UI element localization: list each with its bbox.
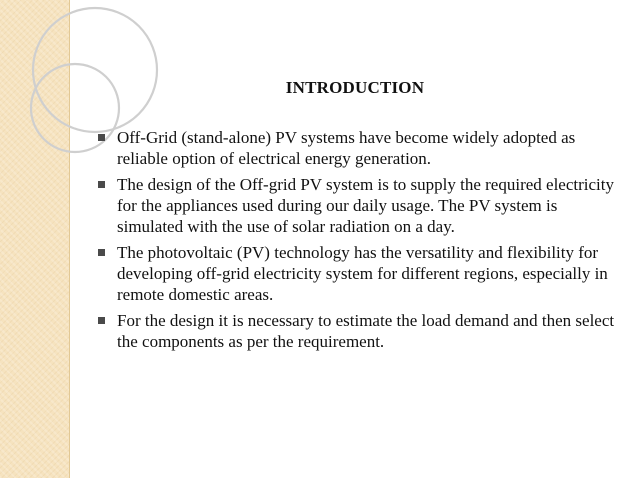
square-bullet-icon bbox=[98, 317, 105, 324]
bullet-list bbox=[96, 127, 626, 357]
bullet-item bbox=[96, 242, 626, 305]
bullet-item bbox=[96, 174, 626, 237]
slide-title: INTRODUCTION bbox=[285, 78, 425, 97]
square-bullet-icon bbox=[98, 181, 105, 188]
square-bullet-icon bbox=[98, 134, 105, 141]
bullet-item bbox=[96, 127, 626, 169]
bullet-text: The photovoltaic (PV) technology has the versatility and flexibility for developing off-grid electricity system for different regions, especially in remote domestic areas. bbox=[117, 243, 608, 304]
bullet-text: Off-Grid (stand-alone) PV systems have become widely adopted as reliable option of electrical energy generation. bbox=[117, 128, 576, 168]
bullet-text: For the design it is necessary to estimate the load demand and then select the components as per the requirement. bbox=[117, 311, 615, 351]
square-bullet-icon bbox=[98, 249, 105, 256]
bullet-text: The design of the Off-grid PV system is to supply the required electricity for the appliances used during our daily usage. The PV system is simulated with the use of solar radiation on a day. bbox=[117, 175, 614, 236]
bullet-item bbox=[96, 310, 626, 352]
